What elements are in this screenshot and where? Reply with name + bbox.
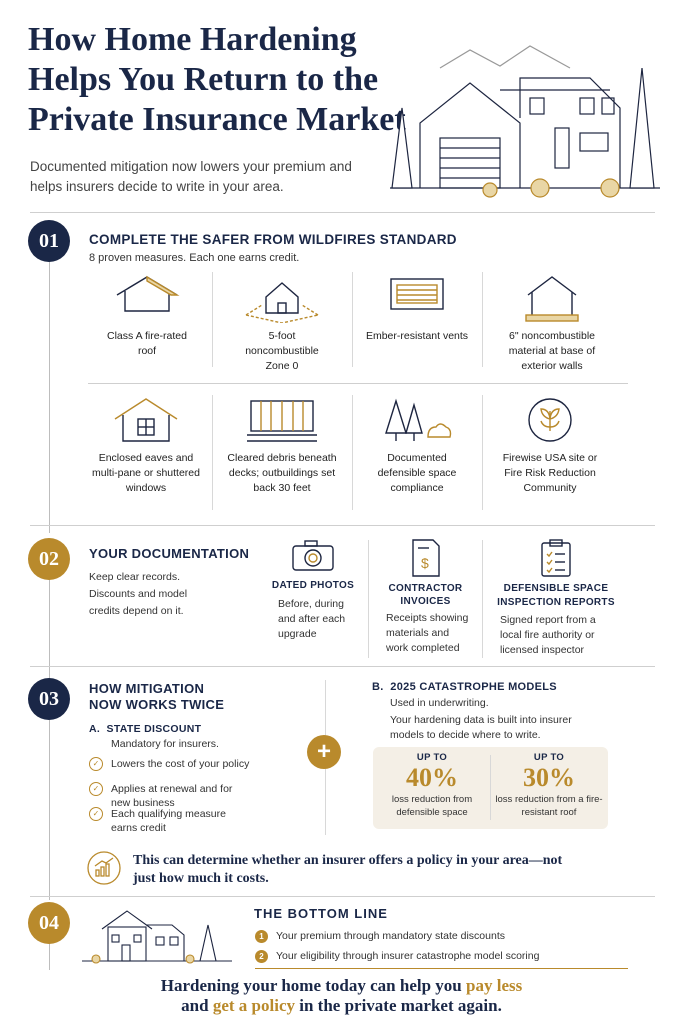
checklist-text: Lowers the cost of your policy (111, 758, 250, 770)
small-house-illustration (82, 905, 232, 970)
divider (30, 212, 655, 213)
number-marker: 2 (255, 950, 268, 963)
number-marker: 1 (255, 930, 268, 943)
bottom-line-text: Your premium through mandatory state discounts (276, 930, 505, 942)
divider (490, 755, 491, 820)
checklist-item (89, 782, 239, 810)
step-badge-04: 04 (28, 902, 70, 944)
measure-label: Class A fire-rated roof (107, 330, 187, 357)
divider (482, 395, 483, 510)
divider (368, 540, 369, 658)
plus-icon: + (307, 735, 341, 769)
page-subtitle: Documented mitigation now lowers your premium and helps insurers decide to write in your area. (30, 159, 352, 194)
stat-value: 30% (523, 763, 575, 792)
documentation-item (378, 538, 473, 656)
vent-icon (362, 275, 472, 313)
stat-value: 40% (406, 763, 458, 792)
catastrophe-models-desc: Your hardening data is built into insurer models to decide where to write. (390, 714, 572, 741)
section1-subheading: 8 proven measures. Each one earns credit. (89, 252, 300, 264)
measure-label: 5-foot noncombustible Zone 0 (245, 330, 319, 372)
deck-icon (222, 397, 342, 443)
divider (352, 395, 353, 510)
trees-icon (356, 397, 478, 443)
measure-card (490, 397, 610, 496)
house-illustration (380, 28, 670, 208)
closing-highlight: pay less (466, 976, 523, 995)
checklist-text: Applies at renewal and for new business (111, 783, 233, 809)
measure-label: Ember-resistant vents (365, 330, 469, 342)
check-icon: ✓ (89, 782, 103, 796)
divider (30, 525, 655, 526)
section2-subheading: Keep clear records. Discounts and model credits depend on it. (89, 571, 188, 617)
divider (30, 896, 655, 897)
svg-text:$: $ (420, 555, 429, 571)
step-badge-02: 02 (28, 538, 70, 580)
timeline-line (49, 720, 50, 900)
wall-base-icon (492, 275, 612, 323)
checklist-item (89, 807, 239, 835)
zone-icon (222, 275, 342, 323)
section1-heading: COMPLETE THE SAFER FROM WILDFIRES STANDARD (89, 232, 457, 247)
timeline-line (49, 258, 50, 533)
documentation-title: DEFENSIBLE SPACE INSPECTION REPORTS (497, 583, 615, 608)
closing-text: in the private market again. (295, 996, 502, 1015)
divider (212, 272, 213, 367)
divider (255, 968, 628, 969)
check-icon: ✓ (89, 807, 103, 821)
documentation-item (268, 538, 358, 642)
measure-card (362, 275, 472, 344)
section2-heading: YOUR DOCUMENTATION (89, 546, 250, 561)
closing-text: Hardening your home today can help you (160, 976, 467, 995)
measure-card (356, 397, 478, 496)
divider (352, 272, 353, 367)
check-icon: ✓ (89, 757, 103, 771)
callout-text: This can determine whether an insurer offers a policy in your area—not just how much it costs. (133, 853, 563, 886)
step-badge-01: 01 (28, 220, 70, 262)
closing-text: and (181, 996, 213, 1015)
stat-top: UP TO (533, 752, 565, 763)
checklist-text: Each qualifying measure earns credit (111, 808, 226, 834)
section4-heading: THE BOTTOM LINE (254, 906, 388, 921)
documentation-title: CONTRACTOR INVOICES (388, 583, 463, 607)
chart-growth-icon (86, 850, 122, 891)
checklist-item (89, 757, 279, 771)
state-discount-title: A. STATE DISCOUNT (89, 723, 202, 735)
stat-desc: loss reduction from defensible space (391, 794, 473, 818)
leaf-badge-icon (490, 397, 610, 443)
catastrophe-models-sub: Used in underwriting. (390, 697, 489, 709)
bottom-line-item (255, 929, 595, 943)
measure-card (92, 275, 202, 359)
documentation-desc: Signed report from a local fire authority or licensed inspector (500, 614, 596, 656)
measure-label: Firewise USA site or Fire Risk Reduction Community (502, 452, 598, 494)
camera-icon (268, 538, 358, 572)
documentation-item (492, 538, 620, 658)
documentation-desc: Before, during and after each upgrade (278, 598, 346, 640)
divider (30, 666, 655, 667)
measure-card (86, 397, 206, 496)
state-discount-sub: Mandatory for insurers. (111, 738, 219, 750)
documentation-desc: Receipts showing materials and work completed (386, 612, 469, 654)
divider (482, 272, 483, 367)
measure-label: 6" noncombustible material at base of exterior walls (508, 330, 596, 372)
clipboard-icon (492, 538, 620, 578)
measure-card (222, 397, 342, 496)
divider (212, 395, 213, 510)
documentation-title: DATED PHOTOS (271, 580, 355, 591)
window-icon (86, 397, 206, 443)
roof-icon (92, 275, 202, 313)
divider (482, 540, 483, 658)
measure-label: Enclosed eaves and multi-pane or shuttered windows (92, 452, 200, 494)
bottom-line-text: Your eligibility through insurer catastrophe model scoring (276, 950, 540, 962)
stat-card (494, 752, 604, 819)
stat-card (378, 752, 486, 819)
step-badge-03: 03 (28, 678, 70, 720)
measure-card (492, 275, 612, 374)
divider (88, 383, 628, 384)
measure-card (222, 275, 342, 374)
closing-statement (40, 976, 643, 1016)
measure-label: Cleared debris beneath decks; outbuildings set back 30 feet (227, 452, 337, 494)
measure-label: Documented defensible space compliance (377, 452, 457, 494)
catastrophe-models-title: B. 2025 CATASTROPHE MODELS (372, 681, 557, 693)
closing-highlight: get a policy (212, 996, 295, 1015)
bottom-line-item (255, 949, 595, 963)
stat-desc: loss reduction from a fire-resistant roof (495, 794, 603, 818)
section3-heading: HOW MITIGATION NOW WORKS TWICE (89, 681, 225, 712)
invoice-icon (378, 538, 473, 578)
timeline-line (49, 940, 50, 970)
stat-top: UP TO (416, 752, 448, 763)
page-title: How Home Hardening Helps You Return to the Private Insurance Market (28, 21, 406, 138)
